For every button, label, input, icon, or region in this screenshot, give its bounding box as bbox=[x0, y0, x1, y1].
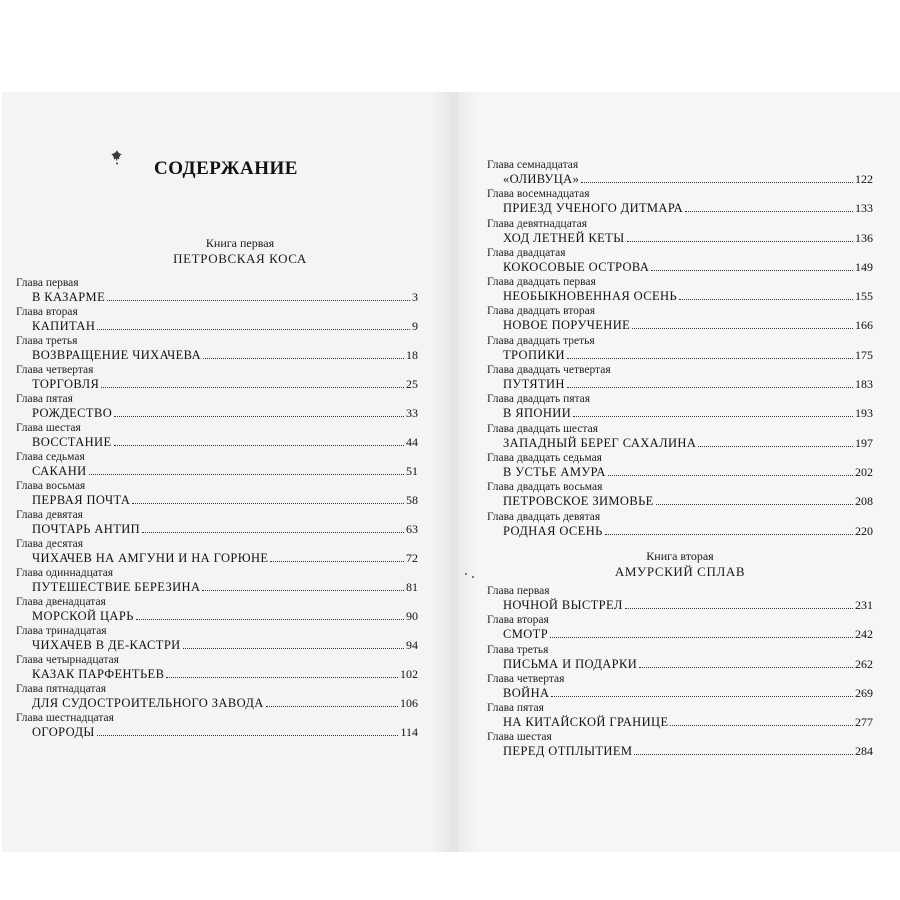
chapter-label: Глава тринадцатая bbox=[16, 625, 107, 637]
toc-left-column bbox=[16, 276, 418, 740]
chapter-label: Глава двадцать седьмая bbox=[487, 451, 602, 464]
page-number: 277 bbox=[855, 715, 873, 730]
book1-label: Книга первая bbox=[205, 236, 275, 250]
page-number: 9 bbox=[412, 319, 418, 333]
page-number: 133 bbox=[855, 201, 873, 216]
toc-entry bbox=[487, 584, 873, 613]
toc-entry bbox=[16, 537, 418, 566]
chapter-title-row bbox=[487, 465, 873, 480]
chapter-label: Глава двенадцатая bbox=[16, 596, 106, 608]
chapter-title: ХОД ЛЕТНЕЙ КЕТЫ bbox=[503, 230, 625, 245]
chapter-title-row bbox=[16, 493, 418, 508]
toc-entry bbox=[487, 363, 873, 392]
toc-entry bbox=[487, 510, 873, 539]
toc-entry bbox=[487, 480, 873, 509]
dot-leader bbox=[551, 695, 853, 697]
chapter-title-row bbox=[487, 172, 873, 187]
chapter-title: ТОРГОВЛЯ bbox=[32, 377, 100, 391]
page-number: 81 bbox=[406, 580, 418, 594]
dot-leader bbox=[567, 357, 853, 359]
page-number: 175 bbox=[855, 347, 873, 362]
toc-entry bbox=[487, 304, 873, 333]
chapter-label: Глава третья bbox=[487, 643, 549, 656]
dot-leader bbox=[142, 531, 404, 533]
chapter-title: ДЛЯ СУДОСТРОИТЕЛЬНОГО ЗАВОДА bbox=[32, 696, 264, 710]
toc-entry bbox=[487, 451, 873, 480]
chapter-label: Глава шестая bbox=[487, 731, 552, 744]
chapter-title: КОКОСОВЫЕ ОСТРОВА bbox=[503, 259, 650, 274]
dot-leader bbox=[698, 445, 853, 447]
toc-entry bbox=[16, 305, 418, 334]
page-number: 94 bbox=[406, 638, 418, 652]
chapter-title-row bbox=[487, 524, 873, 539]
chapter-label: Глава пятая bbox=[487, 702, 544, 715]
chapter-title: ПЕРВАЯ ПОЧТА bbox=[32, 493, 131, 507]
toc-entry bbox=[16, 421, 418, 450]
chapter-title-row bbox=[487, 377, 873, 392]
chapter-label: Глава третья bbox=[16, 335, 78, 347]
dot-leader bbox=[97, 328, 410, 330]
chapter-label: Глава девятнадцатая bbox=[487, 217, 588, 230]
dot-leader bbox=[651, 269, 853, 271]
chapter-title-row bbox=[16, 464, 418, 479]
book-gutter bbox=[430, 92, 480, 852]
dot-leader bbox=[608, 474, 853, 476]
book1-name: ПЕТРОВСКАЯ КОСА bbox=[173, 251, 307, 266]
dot-leader bbox=[107, 299, 410, 301]
page-number: 284 bbox=[855, 744, 873, 759]
toc-entry bbox=[487, 730, 873, 759]
chapter-title: ПУТЕШЕСТВИЕ БЕРЕЗИНА bbox=[32, 580, 201, 594]
page-number: 33 bbox=[406, 406, 418, 420]
chapter-title: РОДНАЯ ОСЕНЬ bbox=[503, 523, 603, 538]
chapter-title-row bbox=[16, 319, 418, 334]
chapter-title: РОЖДЕСТВО bbox=[32, 406, 113, 420]
toc-right-column bbox=[487, 158, 873, 539]
dot-leader bbox=[166, 676, 398, 678]
page-title: СОДЕРЖАНИЕ bbox=[154, 158, 298, 179]
chapter-title: НЕОБЫКНОВЕННАЯ ОСЕНЬ bbox=[503, 289, 678, 304]
chapter-label: Глава десятая bbox=[16, 538, 84, 550]
toc-book2-column bbox=[487, 584, 873, 760]
page-number: 155 bbox=[855, 289, 873, 304]
chapter-label: Глава четвертая bbox=[16, 364, 94, 376]
page-number: 208 bbox=[855, 494, 873, 509]
chapter-label: Глава первая bbox=[487, 585, 550, 597]
chapter-title-row bbox=[487, 657, 873, 672]
chapter-title-row bbox=[16, 725, 418, 740]
toc-entry bbox=[16, 624, 418, 653]
chapter-title: ПОЧТАРЬ АНТИП bbox=[32, 522, 141, 536]
chapter-title: ВОССТАНИЕ bbox=[32, 435, 112, 449]
dot-leader bbox=[202, 589, 404, 591]
page-number: 106 bbox=[400, 696, 418, 710]
dot-leader bbox=[270, 560, 404, 562]
chapter-title-row bbox=[16, 435, 418, 450]
page-number: 262 bbox=[855, 656, 873, 671]
chapter-title-row bbox=[16, 667, 418, 682]
toc-entry bbox=[16, 450, 418, 479]
chapter-title-row bbox=[16, 522, 418, 537]
dot-leader bbox=[605, 533, 853, 535]
page-number: 51 bbox=[406, 464, 418, 478]
chapter-title: В УСТЬЕ АМУРА bbox=[503, 464, 606, 479]
chapter-label: Глава четвертая bbox=[487, 672, 565, 685]
chapter-label: Глава шестая bbox=[16, 422, 81, 434]
toc-entry bbox=[487, 158, 873, 187]
chapter-title: ВОЗВРАЩЕНИЕ ЧИХАЧЕВА bbox=[32, 348, 202, 362]
chapter-title-row bbox=[487, 231, 873, 246]
page-number: 269 bbox=[855, 685, 873, 700]
chapter-label: Глава двадцать шестая bbox=[487, 422, 598, 435]
chapter-label: Глава первая bbox=[16, 277, 79, 289]
toc-entry bbox=[487, 246, 873, 275]
toc-entry bbox=[487, 422, 873, 451]
chapter-title-row bbox=[487, 494, 873, 509]
dot-leader bbox=[656, 503, 853, 505]
chapter-title: ПУТЯТИН bbox=[503, 377, 565, 392]
dot-leader bbox=[550, 636, 853, 638]
toc-entry bbox=[487, 701, 873, 730]
page-number: 202 bbox=[855, 464, 873, 479]
chapter-title: КАЗАК ПАРФЕНТЬЕВ bbox=[32, 667, 165, 681]
chapter-label: Глава четырнадцатая bbox=[16, 654, 119, 666]
page-number: 183 bbox=[855, 377, 873, 392]
toc-entry bbox=[16, 363, 418, 392]
paper-speck bbox=[472, 576, 474, 578]
chapter-title-row bbox=[16, 348, 418, 363]
chapter-label: Глава двадцать третья bbox=[487, 334, 595, 347]
page-number: 122 bbox=[855, 172, 873, 186]
page-number: 25 bbox=[406, 377, 418, 391]
page-number: 58 bbox=[406, 493, 418, 507]
toc-entry bbox=[16, 566, 418, 595]
toc-entry bbox=[16, 508, 418, 537]
chapter-title: САКАНИ bbox=[32, 464, 87, 478]
chapter-title-row bbox=[487, 436, 873, 451]
chapter-title: ОГОРОДЫ bbox=[32, 725, 95, 739]
chapter-title: НОЧНОЙ ВЫСТРЕЛ bbox=[503, 598, 623, 612]
dot-leader bbox=[101, 386, 404, 388]
chapter-title: В КАЗАРМЕ bbox=[32, 290, 106, 304]
chapter-title-row bbox=[487, 598, 873, 613]
book2-label: Книга вторая bbox=[646, 549, 714, 563]
chapter-title: ПРИЕЗД УЧЕНОГО ДИТМАРА bbox=[503, 201, 684, 216]
page-number: 136 bbox=[855, 230, 873, 245]
toc-entry bbox=[16, 682, 418, 711]
chapter-title: ЧИХАЧЕВ В ДЕ-КАСТРИ bbox=[32, 638, 181, 652]
chapter-title-row bbox=[487, 744, 873, 759]
toc-entry bbox=[487, 187, 873, 216]
toc-entry bbox=[487, 217, 873, 246]
dot-leader bbox=[132, 502, 404, 504]
page-number: 63 bbox=[406, 522, 418, 536]
chapter-label: Глава вторая bbox=[487, 614, 549, 627]
dot-leader bbox=[679, 298, 853, 300]
chapter-title-row bbox=[487, 201, 873, 216]
toc-entry bbox=[487, 613, 873, 642]
toc-entry bbox=[16, 595, 418, 624]
page-number: 193 bbox=[855, 406, 873, 421]
dot-leader bbox=[183, 647, 404, 649]
chapter-title: МОРСКОЙ ЦАРЬ bbox=[32, 609, 134, 623]
toc-entry bbox=[16, 392, 418, 421]
chapter-title: ПЕРЕД ОТПЛЫТИЕМ bbox=[503, 744, 633, 759]
page-number: 72 bbox=[406, 551, 418, 565]
toc-entry bbox=[487, 334, 873, 363]
chapter-label: Глава двадцать четвертая bbox=[487, 364, 611, 377]
dot-leader bbox=[114, 444, 404, 446]
chapter-label: Глава двадцать девятая bbox=[487, 510, 601, 523]
dot-leader bbox=[567, 386, 853, 388]
dot-leader bbox=[97, 734, 399, 736]
chapter-title-row bbox=[487, 289, 873, 304]
dot-leader bbox=[89, 473, 404, 475]
toc-entry bbox=[16, 479, 418, 508]
chapter-title-row bbox=[16, 551, 418, 566]
chapter-title-row bbox=[16, 609, 418, 624]
chapter-label: Глава вторая bbox=[16, 306, 78, 318]
page-number: 3 bbox=[412, 290, 418, 304]
paper-speck bbox=[465, 573, 467, 575]
page-number: 220 bbox=[855, 523, 873, 538]
toc-entry bbox=[487, 275, 873, 304]
dot-leader bbox=[625, 607, 853, 609]
book2-name: АМУРСКИЙ СПЛАВ bbox=[614, 564, 746, 579]
page-number: 231 bbox=[855, 598, 873, 612]
chapter-title-row bbox=[16, 638, 418, 653]
chapter-title: ТРОПИКИ bbox=[503, 347, 565, 362]
chapter-label: Глава седьмая bbox=[16, 451, 85, 463]
dot-leader bbox=[670, 724, 853, 726]
chapter-label: Глава девятая bbox=[16, 509, 83, 521]
dot-leader bbox=[581, 181, 853, 183]
dot-leader bbox=[266, 705, 398, 707]
chapter-title: ВОЙНА bbox=[503, 685, 550, 700]
chapter-title-row bbox=[487, 318, 873, 333]
dot-leader bbox=[114, 415, 404, 417]
chapter-label: Глава двадцатая bbox=[487, 246, 566, 259]
chapter-title-row bbox=[487, 686, 873, 701]
dot-leader bbox=[685, 210, 853, 212]
chapter-title-row bbox=[16, 696, 418, 711]
toc-entry bbox=[16, 334, 418, 363]
chapter-label: Глава двадцать пятая bbox=[487, 393, 591, 406]
chapter-title: ПИСЬМА И ПОДАРКИ bbox=[503, 656, 638, 671]
page-number: 114 bbox=[400, 725, 418, 739]
chapter-title: «ОЛИВУЦА» bbox=[503, 172, 580, 186]
toc-entry bbox=[16, 276, 418, 305]
chapter-title-row bbox=[487, 627, 873, 642]
page-number: 90 bbox=[406, 609, 418, 623]
toc-entry bbox=[16, 653, 418, 682]
toc-entry bbox=[16, 711, 418, 740]
toc-entry bbox=[487, 643, 873, 672]
chapter-label: Глава восьмая bbox=[16, 480, 86, 492]
page-number: 44 bbox=[406, 435, 418, 449]
page-number: 197 bbox=[855, 435, 873, 450]
chapter-label: Глава пятнадцатая bbox=[16, 683, 106, 695]
page-number: 166 bbox=[855, 318, 873, 333]
dot-leader bbox=[573, 415, 853, 417]
chapter-title-row bbox=[487, 715, 873, 730]
dot-leader bbox=[639, 666, 853, 668]
dot-leader bbox=[632, 327, 853, 329]
dot-leader bbox=[627, 240, 853, 242]
chapter-title-row bbox=[16, 406, 418, 421]
dot-leader bbox=[136, 618, 404, 620]
chapter-label: Глава семнадцатая bbox=[487, 159, 579, 171]
chapter-title: СМОТР bbox=[503, 627, 549, 642]
chapter-title: В ЯПОНИИ bbox=[503, 406, 572, 421]
book2-heading bbox=[580, 549, 780, 579]
chapter-label: Глава восемнадцатая bbox=[487, 188, 590, 201]
chapter-label: Глава одиннадцатая bbox=[16, 567, 114, 579]
chapter-title: ЧИХАЧЕВ НА АМГУНИ И НА ГОРЮНЕ bbox=[32, 551, 269, 565]
chapter-title: НОВОЕ ПОРУЧЕНИЕ bbox=[503, 318, 631, 333]
dot-leader bbox=[203, 357, 404, 359]
book1-heading bbox=[150, 236, 330, 266]
chapter-label: Глава двадцать восьмая bbox=[487, 481, 603, 494]
chapter-title: КАПИТАН bbox=[32, 319, 96, 333]
chapter-title-row bbox=[16, 580, 418, 595]
chapter-title-row bbox=[16, 290, 418, 305]
chapter-title-row bbox=[487, 260, 873, 275]
toc-entry bbox=[487, 672, 873, 701]
chapter-label: Глава двадцать вторая bbox=[487, 305, 595, 318]
toc-entry bbox=[487, 392, 873, 421]
chapter-title-row bbox=[487, 406, 873, 421]
chapter-title: ЗАПАДНЫЙ БЕРЕГ САХАЛИНА bbox=[503, 435, 697, 450]
page-number: 242 bbox=[855, 627, 873, 642]
chapter-title-row bbox=[487, 348, 873, 363]
chapter-title: НА КИТАЙСКОЙ ГРАНИЦЕ bbox=[503, 715, 669, 730]
chapter-label: Глава двадцать первая bbox=[487, 276, 596, 289]
chapter-label: Глава шестнадцатая bbox=[16, 712, 114, 724]
page-number: 18 bbox=[406, 348, 418, 362]
page-number: 149 bbox=[855, 259, 873, 274]
chapter-title-row bbox=[16, 377, 418, 392]
chapter-title: ПЕТРОВСКОЕ ЗИМОВЬЕ bbox=[503, 494, 654, 509]
dot-leader bbox=[634, 753, 853, 755]
chapter-label: Глава пятая bbox=[16, 393, 73, 405]
page-number: 102 bbox=[400, 667, 418, 681]
